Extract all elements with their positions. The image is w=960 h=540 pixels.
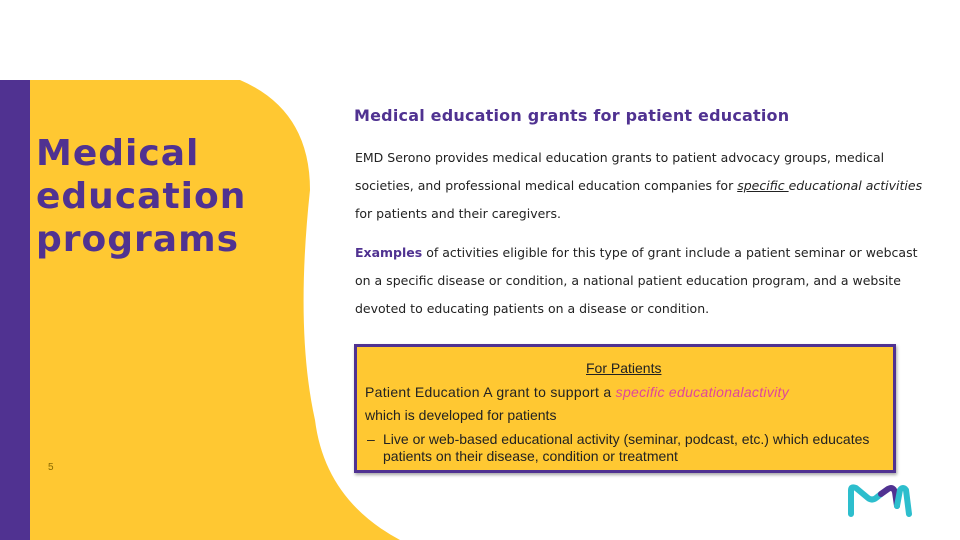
section-title-line-2: education <box>36 176 247 217</box>
left-purple-bar <box>0 80 30 540</box>
page-number: 5 <box>48 462 54 473</box>
section-title <box>36 132 246 261</box>
intro-paragraph <box>355 144 935 228</box>
section-title-line-1: Medical <box>36 133 200 174</box>
bullet-dash: – <box>367 431 375 447</box>
specific-word: specific <box>737 178 789 193</box>
patients-info-box <box>354 344 896 473</box>
box-line-1-prefix: Patient Education A grant to support a <box>365 384 616 400</box>
box-line-2: which is developed for patients <box>365 407 557 423</box>
box-line-1 <box>365 384 789 400</box>
examples-paragraph <box>355 239 935 323</box>
examples-word: Examples <box>355 245 423 260</box>
box-line-1-highlight: specific educationalactivity <box>615 384 790 400</box>
examples-text: of activities eligible for this type of grant include a patient seminar or webcast on a specific disease or condition, a national patient education program, and a website devoted to educating patients on a disease or condition. <box>355 245 918 316</box>
intro-text-end: for patients and their caregivers. <box>355 206 561 221</box>
intro-text-start: EMD Serono provides medical education grants to patient advocacy groups, medical societies, and professional medical education companies for <box>355 150 885 193</box>
box-bullet-item <box>367 431 887 465</box>
section-title-line-3: programs <box>36 219 240 260</box>
educational-activities-text: educational activities <box>788 178 923 193</box>
company-logo-icon <box>848 484 912 518</box>
bullet-text: Live or web-based educational activity (seminar, podcast, etc.) which educates patients on their disease, condition or treatment <box>383 431 870 464</box>
page-heading: Medical education grants for patient education <box>354 106 790 125</box>
box-title: For Patients <box>586 360 662 376</box>
